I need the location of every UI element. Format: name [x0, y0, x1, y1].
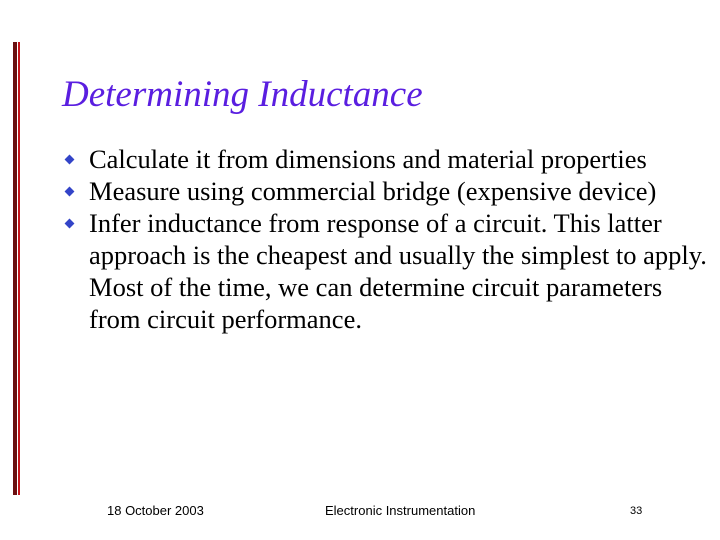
bullet-item	[62, 143, 712, 175]
bullet-text: Measure using commercial bridge (expensive device)	[89, 176, 657, 206]
footer-page-number: 33	[630, 505, 643, 517]
bullet-list	[62, 143, 712, 335]
footer-course-title: Electronic Instrumentation	[325, 503, 476, 518]
bullet-item	[62, 207, 712, 335]
footer-date: 18 October 2003	[107, 503, 204, 518]
diamond-bullet-icon	[65, 155, 75, 165]
diamond-bullet-icon	[65, 219, 75, 229]
slide-title: Determining Inductance	[62, 74, 423, 115]
bullet-text: Calculate it from dimensions and material properties	[89, 144, 647, 174]
bullet-text: Infer inductance from response of a circuit. This latter approach is the cheapest and usually the simplest to apply. Most of the time, we can determine circuit parameters from circuit performance.	[89, 208, 707, 334]
left-accent-bar-dark	[13, 42, 17, 495]
diamond-bullet-icon	[65, 187, 75, 197]
left-accent-bar-red	[18, 42, 20, 495]
bullet-item	[62, 175, 712, 207]
